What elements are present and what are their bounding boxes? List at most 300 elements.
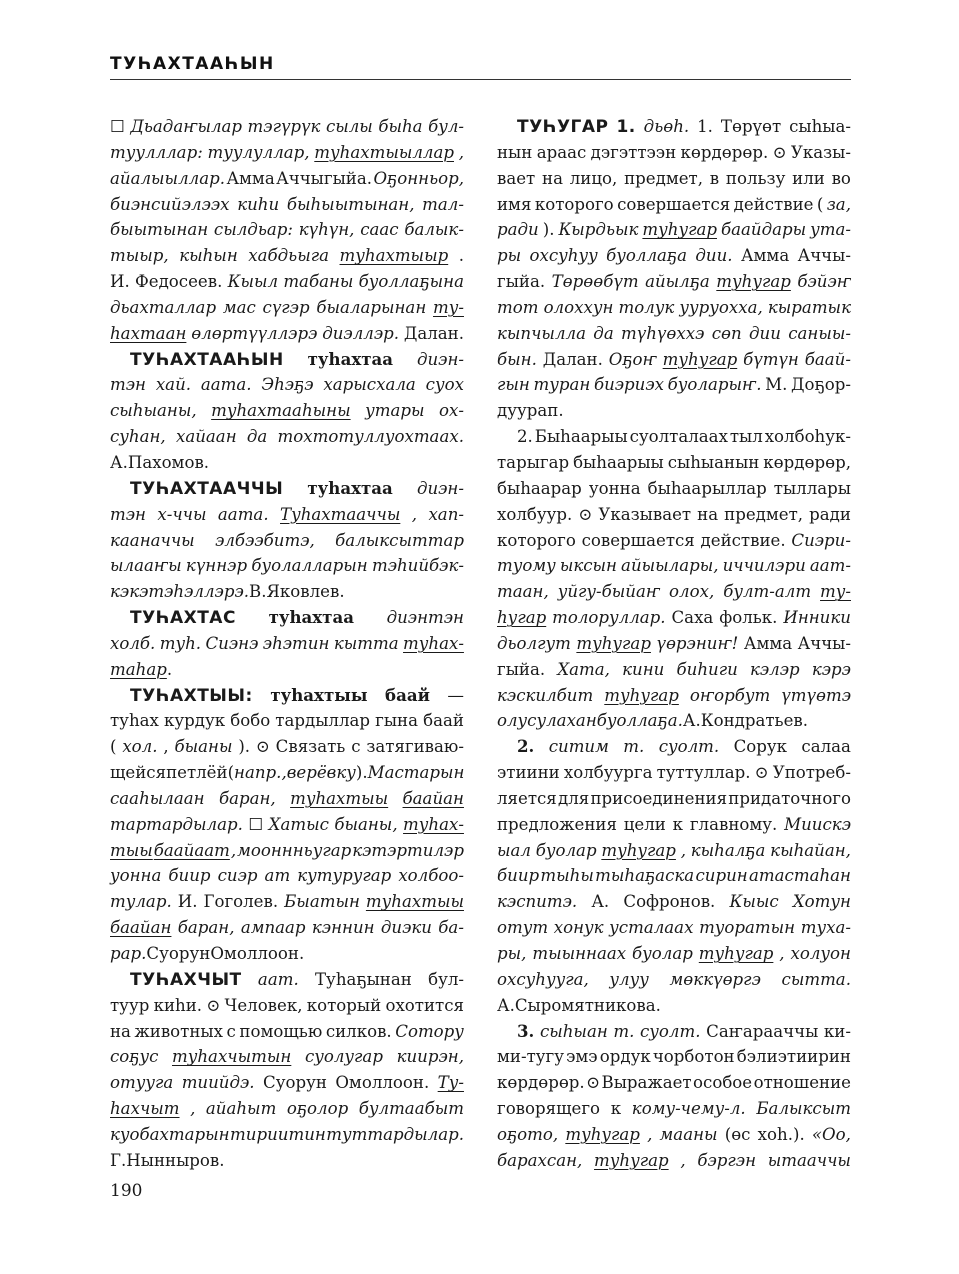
word: предмет, <box>724 504 804 524</box>
word: ры, <box>497 944 527 963</box>
word: суох <box>425 375 464 395</box>
word: кыһын <box>179 246 238 266</box>
text-line <box>497 528 851 554</box>
word: 1. <box>697 117 713 136</box>
entry-headword: 1. <box>616 117 636 137</box>
word: ( <box>816 194 824 214</box>
word: Сыромятникова. <box>514 995 661 1015</box>
word: к <box>672 814 684 834</box>
text-line <box>110 812 464 838</box>
text-line <box>110 683 464 709</box>
word: тулар. <box>110 892 172 912</box>
word: балыксыттар <box>335 530 464 550</box>
text-line <box>497 915 851 941</box>
word: быһаарар <box>497 478 582 498</box>
word: или <box>792 168 825 188</box>
word: чорботон <box>652 1047 735 1067</box>
word: Сотору <box>395 1021 464 1041</box>
entry-headword: ТУҺАХТААЧЧЫ <box>130 478 284 499</box>
word: айаһыт <box>205 1099 277 1119</box>
word: тыл <box>729 427 763 447</box>
word: үтүөтэ <box>781 685 851 705</box>
word: оҕолор <box>286 1099 349 1119</box>
text-line <box>110 941 464 967</box>
word: Суорун <box>146 944 211 963</box>
word: бэргэн <box>697 1150 757 1170</box>
word: буолар <box>632 944 693 963</box>
word: ордук <box>599 1047 651 1067</box>
word: диэн- <box>416 349 464 369</box>
word: ⊙ <box>754 763 769 783</box>
word: Быатын <box>284 892 360 912</box>
word: И. <box>110 272 130 292</box>
word: ⊙ <box>586 1073 601 1093</box>
word: быһаарыллар <box>647 478 767 498</box>
text-line <box>110 192 464 218</box>
text-line <box>110 347 464 373</box>
headword-reference: туһугар <box>642 220 717 240</box>
word: тэгүрүк <box>247 117 321 136</box>
word: диэллэр. <box>322 323 400 343</box>
word: эһэтин <box>262 633 330 653</box>
word: силков. <box>325 1021 392 1041</box>
word: саас <box>360 220 399 240</box>
text-line <box>497 967 851 993</box>
word: ох- <box>439 401 464 421</box>
entry-headword: ТУҺАХТАС <box>130 608 236 629</box>
text-line <box>110 889 464 915</box>
word: тыллары <box>773 478 851 498</box>
word: кэлэр <box>749 659 800 679</box>
text-line <box>110 295 464 321</box>
word: туһахтаа <box>307 477 393 498</box>
word: Связать <box>275 737 346 757</box>
word: толук <box>618 297 675 317</box>
text-line <box>110 217 464 243</box>
headword-reference: һахтаан <box>110 323 187 343</box>
word: кини <box>622 659 665 679</box>
word: сөп <box>711 323 742 343</box>
word: табаны <box>283 272 354 292</box>
entry-headword: ТУҺУГАР <box>517 117 609 137</box>
word: , <box>680 840 686 860</box>
word: в <box>709 168 720 188</box>
word: Аччы- <box>797 246 851 266</box>
word: туһахтаа <box>268 607 354 628</box>
word: кэспитэ. <box>497 892 578 912</box>
word: суолт. <box>640 1021 701 1041</box>
text-line <box>497 553 851 579</box>
word: совершается <box>617 194 731 214</box>
word: бултаабыт <box>358 1099 464 1119</box>
word: уонна <box>110 866 162 886</box>
text-line <box>110 760 464 786</box>
text-line <box>110 838 464 864</box>
word: аат. <box>257 969 299 989</box>
word: көрдөрөр, <box>763 452 851 472</box>
word: сылы <box>325 117 373 136</box>
word: ыксын <box>559 556 617 576</box>
word: быһа <box>378 117 423 136</box>
text-line <box>497 295 851 321</box>
word: хоһ.). <box>757 1124 805 1144</box>
word: гыйа. <box>497 659 546 679</box>
word: кытта <box>333 633 399 653</box>
word: гына <box>375 711 418 731</box>
word: буоллаҕа <box>606 246 687 266</box>
page-number: 190 <box>110 1181 143 1201</box>
word: атастаһан <box>749 866 851 886</box>
word: к <box>610 1099 622 1119</box>
text-line <box>110 1044 464 1070</box>
word: Омоллоон. <box>210 944 305 963</box>
word: өлөртүүллэрэ <box>191 323 318 343</box>
word: да <box>246 427 268 447</box>
word: , <box>647 1124 653 1144</box>
word: который <box>306 995 382 1015</box>
word: туулуллар, <box>207 142 310 162</box>
text-line <box>110 398 464 424</box>
word: ради <box>497 220 539 240</box>
text-line <box>497 734 851 760</box>
word: оҕото, <box>497 1124 559 1144</box>
word: Сорук <box>733 737 788 757</box>
word: на <box>542 168 563 188</box>
word: ылааҥы <box>110 556 182 576</box>
word: барахсан, <box>497 1150 583 1170</box>
word: особое <box>693 1073 753 1093</box>
word: Миискэ <box>784 814 851 834</box>
word: Кырдьык <box>558 220 639 240</box>
word: салаа <box>801 737 851 757</box>
word: хайаан <box>175 427 237 447</box>
word: көрдөрөр. <box>497 1073 585 1093</box>
headword-reference: туһугар <box>594 1150 669 1170</box>
text-line <box>497 786 851 812</box>
word: буоллаҕына <box>358 272 464 292</box>
word: ампаар <box>240 918 306 938</box>
word: ). <box>542 220 555 240</box>
word: Дьадаҥылар <box>130 117 243 136</box>
word: главному. <box>689 814 778 834</box>
word: Хотун <box>792 892 851 912</box>
word: олоххун <box>543 297 614 317</box>
word: улуу <box>609 969 649 989</box>
word: дуурап. <box>497 401 564 421</box>
word: ( <box>227 763 235 783</box>
word: холбуур. <box>497 504 573 524</box>
running-head-title: ТУҺАХТААҺЫН <box>110 54 275 74</box>
word: туһахтаа <box>307 348 394 369</box>
word: Употреб- <box>772 763 851 783</box>
text-line <box>110 243 464 269</box>
right-column <box>497 114 851 1174</box>
headword-reference: туһугар <box>698 944 774 963</box>
headword-reference: тыы <box>110 840 153 860</box>
text-line <box>110 915 464 941</box>
word: холбуурга <box>563 763 653 783</box>
word: ☐ <box>110 117 125 136</box>
word: ат <box>264 866 291 886</box>
word: тыһы <box>540 866 594 886</box>
word: олус <box>497 711 537 731</box>
word: И. <box>177 892 198 912</box>
headword-reference: ту- <box>433 297 464 317</box>
text-line <box>497 424 851 450</box>
word: тэһийбэк- <box>371 556 464 576</box>
word: Быһаарыы <box>534 427 628 447</box>
text-line <box>497 838 851 864</box>
word: говорящего <box>497 1099 601 1119</box>
text-line <box>497 605 851 631</box>
word: тыыннаах <box>532 944 627 963</box>
word: ). <box>355 763 368 783</box>
word: Кондратьев. <box>700 711 809 731</box>
text-line <box>497 269 851 295</box>
word: иччилэри <box>722 556 806 576</box>
text-line <box>110 528 464 554</box>
word: холуон <box>790 944 851 963</box>
text-line <box>110 1096 464 1122</box>
word: бобо <box>230 711 271 731</box>
text-line <box>497 347 851 373</box>
word: туому <box>497 556 556 576</box>
word: Пахомов. <box>127 452 210 472</box>
word: туһахтыы <box>270 684 368 705</box>
text-line <box>497 321 851 347</box>
word: мөккүөргэ <box>669 969 761 989</box>
word: туулллар: <box>110 142 203 162</box>
word: утары <box>365 401 425 421</box>
headword-reference: һахчыт <box>110 1099 180 1119</box>
word: улахан <box>536 711 597 731</box>
word: баран, <box>218 788 276 808</box>
text-line <box>110 734 464 760</box>
word: ☐ <box>248 814 264 834</box>
word: Саха <box>671 608 714 628</box>
word: хол. <box>122 737 158 757</box>
text-line <box>497 941 851 967</box>
word: Сиэри- <box>791 530 851 550</box>
text-line <box>497 657 851 683</box>
word: ⊙ <box>772 142 787 162</box>
text-line <box>110 993 464 1019</box>
text-line <box>497 217 851 243</box>
word: тыһаҕаска <box>595 866 695 886</box>
word: киһи <box>237 194 280 214</box>
header-rule <box>110 79 851 80</box>
word: щейся <box>110 763 167 783</box>
word: кыпчылла <box>497 323 586 343</box>
word: бүтүн <box>743 349 799 369</box>
text-line <box>497 1148 851 1174</box>
word: биһиги <box>676 659 738 679</box>
text-line <box>110 605 464 631</box>
word: Выражает <box>601 1073 692 1093</box>
word: Далан. <box>403 323 464 343</box>
word: кэтэһэллэрэ. <box>129 582 250 602</box>
word: с <box>351 737 361 757</box>
word: араас <box>536 142 587 162</box>
word: , <box>458 142 464 162</box>
text-line <box>497 889 851 915</box>
word: туха- <box>800 918 851 938</box>
word: «Оо, <box>811 1124 851 1144</box>
word: Яковлев. <box>266 582 345 602</box>
word: Далан. <box>542 349 603 369</box>
word: киһи. <box>153 995 203 1015</box>
word: бэйэҥ <box>797 272 851 292</box>
text-line <box>497 812 851 838</box>
headword-reference: туһугар <box>716 272 791 292</box>
word: отууга <box>110 1073 174 1093</box>
word: Мастарын <box>367 763 465 783</box>
word: ры <box>497 246 522 266</box>
word: айылҕа <box>645 272 710 292</box>
word: тартардылар. <box>110 814 243 834</box>
word: туһ. <box>159 633 202 653</box>
word: , <box>190 1099 196 1119</box>
word: дии <box>749 323 781 343</box>
word: күһүн, <box>298 220 355 240</box>
word: ситим <box>548 737 609 757</box>
headword-reference: туһугар <box>662 349 738 369</box>
word: А. <box>682 711 701 731</box>
word: фольк. <box>719 608 778 628</box>
word: ууруоххa, <box>679 297 763 317</box>
word: кыһалҕа <box>690 840 766 860</box>
word: бын. <box>497 349 537 369</box>
word: на <box>697 504 719 524</box>
word: охсуһууга, <box>497 969 589 989</box>
word: олох, <box>669 582 715 602</box>
word: хонук <box>553 918 604 938</box>
text-line <box>497 683 851 709</box>
headword-reference: баайан <box>402 788 464 808</box>
word: баай <box>423 711 464 731</box>
word: Төрүөт <box>720 117 782 136</box>
word: во <box>831 168 851 188</box>
word: айалыыллар. <box>110 168 225 188</box>
word: быаны <box>174 737 233 757</box>
text-line <box>497 631 851 657</box>
entry-headword: ТУҺАХТААҺЫН <box>130 349 284 370</box>
word: Омоллоон. <box>335 1073 430 1093</box>
word: биэнсийэлээх <box>110 194 230 214</box>
text-line <box>497 114 851 140</box>
word: толоруллар. <box>552 608 666 628</box>
word: быһыытынан, <box>286 194 415 214</box>
left-column <box>110 114 464 1174</box>
word: петлёй <box>166 763 228 783</box>
word: совершается <box>581 530 695 550</box>
word: айыылары, <box>621 556 719 576</box>
word: Человек, <box>224 995 303 1015</box>
text-line <box>110 424 464 450</box>
text-line <box>110 502 464 528</box>
word: Амма <box>743 633 793 653</box>
word: имя <box>497 194 532 214</box>
word: сыһыан <box>539 1021 608 1041</box>
word: хабдьыга <box>248 246 329 266</box>
word: которого <box>497 530 576 550</box>
word: — <box>447 685 464 705</box>
headword-reference: Ту- <box>437 1073 464 1093</box>
word: ляется <box>497 788 557 808</box>
word: животных <box>134 1021 223 1041</box>
word: тот <box>497 297 539 317</box>
text-line <box>110 372 464 398</box>
word: Аччы- <box>797 633 851 653</box>
word: бул- <box>428 969 464 989</box>
entry-headword: ТУҺАХТЫЫ: <box>130 685 253 706</box>
text-line <box>497 372 851 398</box>
word: холбоһук- <box>764 427 851 447</box>
word: ыал <box>497 840 531 860</box>
word: т. <box>613 1021 635 1041</box>
text-line <box>497 1019 851 1045</box>
word: тириитин <box>230 1124 326 1144</box>
word: көрдөрөр. <box>680 142 769 162</box>
word: отношение <box>753 1073 851 1093</box>
word: диэн- <box>416 478 464 498</box>
word: гыйа. <box>497 272 546 292</box>
word: А. <box>591 892 610 912</box>
word: Оҕонньор, <box>373 168 464 188</box>
word: сүгэр <box>262 297 310 317</box>
text-line <box>497 579 851 605</box>
headword-reference: туһугар <box>565 1124 640 1144</box>
word: гын <box>497 375 530 395</box>
word: 2. <box>517 736 535 757</box>
word: ⊙ <box>578 504 593 524</box>
word: т. <box>623 737 645 757</box>
word: Федосеев. <box>135 272 223 292</box>
word: действие <box>733 194 814 214</box>
text-line <box>497 166 851 192</box>
word: баран, <box>177 918 235 938</box>
word: туһах <box>110 711 159 731</box>
text-line <box>110 1148 464 1174</box>
text-line <box>110 553 464 579</box>
word: А. <box>497 995 515 1015</box>
word: эмэ <box>566 1047 598 1067</box>
word: сылдьар: <box>213 220 293 240</box>
text-line <box>497 243 851 269</box>
word: биир <box>168 866 211 886</box>
word: аата. <box>200 375 252 395</box>
word: элбээбитэ, <box>215 530 315 550</box>
word: М. <box>765 375 788 395</box>
headword-reference: туһахтыыр <box>339 246 449 266</box>
headword-reference: туһугар <box>604 685 679 705</box>
word: мааны <box>659 1124 718 1144</box>
text-line <box>110 967 464 993</box>
word: , <box>163 737 169 757</box>
word: , <box>411 504 418 524</box>
word: саныы- <box>788 323 851 343</box>
word: харысхала <box>323 375 416 395</box>
word: х-ччы <box>157 504 207 524</box>
text-line <box>497 476 851 502</box>
word: сыһыаны, <box>110 401 197 421</box>
word: затягиваю- <box>366 737 464 757</box>
word: Амма <box>740 246 790 266</box>
word: быаны, <box>334 814 398 834</box>
word: суһан, <box>110 427 166 447</box>
word: тарыгар <box>497 452 570 472</box>
word: , <box>680 1150 686 1170</box>
